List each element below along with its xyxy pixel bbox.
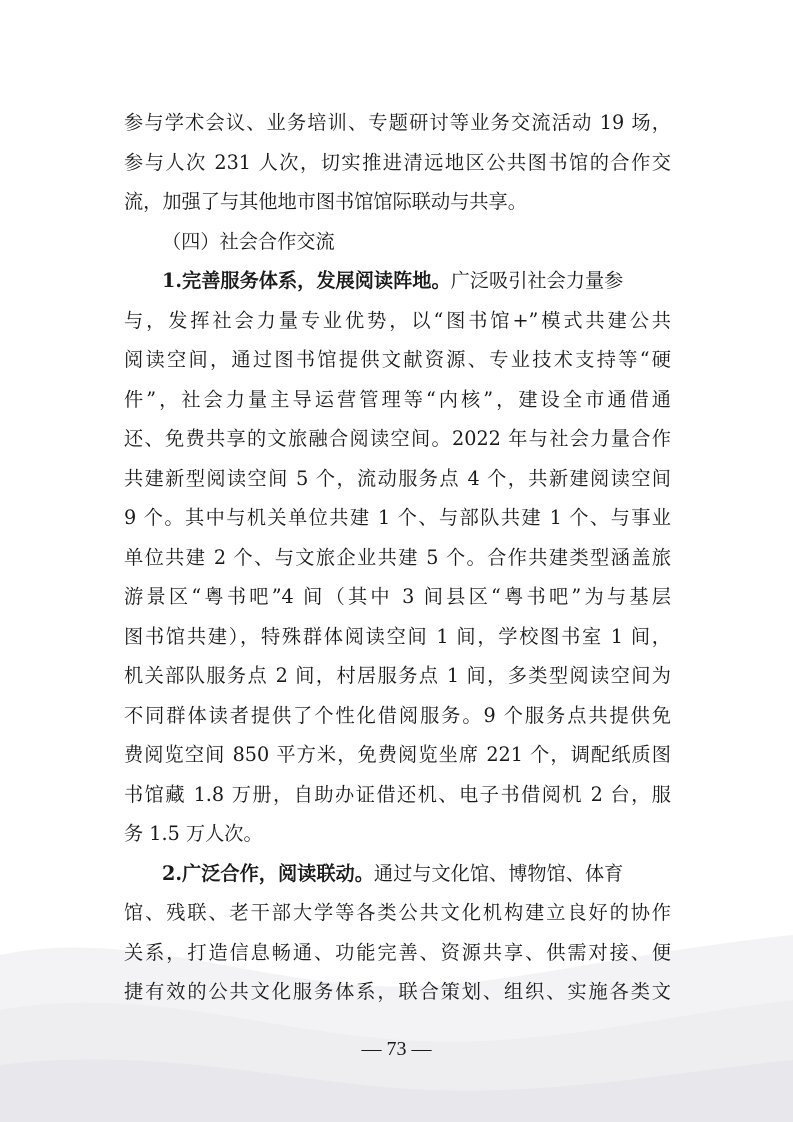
paragraph-1-lead: 广泛吸引社会力量参 xyxy=(450,269,624,292)
text-line: 阅读空间，通过图书馆提供文献资源、专业技术支持等“硬 xyxy=(124,348,671,371)
text-line: 件”，社会力量主导运营管理等“内核”，建设全市通借通 xyxy=(124,387,671,411)
text-line: 书馆藏 1.8 万册，自助办证借还机、电子书借阅机 2 台，服 xyxy=(124,782,671,806)
text-line: 参与人次 231 人次，切实推进清远地区公共图书馆的合作交 xyxy=(124,150,671,174)
section-heading: （四）社会合作交流 xyxy=(162,229,335,253)
paragraph-2-lead: 通过与文化馆、博物馆、体育 xyxy=(373,861,624,885)
page-number: — 73 — xyxy=(361,1038,432,1060)
text-line: 馆、残联、老干部大学等各类公共文化机构建立良好的协作 xyxy=(124,901,671,924)
body-text xyxy=(124,103,671,1012)
text-line: 关系，打造信息畅通、功能完善、资源共享、供需对接、便 xyxy=(124,940,671,964)
text-line: 9 个。其中与机关单位共建 1 个、与部队共建 1 个、与事业 xyxy=(124,506,671,529)
text-line: 单位共建 2 个、与文旅企业共建 5 个。合作共建类型涵盖旅 xyxy=(124,545,671,569)
text-line: 务 1.5 万人次。 xyxy=(124,822,263,845)
text-line: 还、免费共享的文旅融合阅读空间。2022 年与社会力量合作 xyxy=(124,427,671,450)
paragraph-1-first-line xyxy=(124,261,671,301)
text-line: 费阅览空间 850 平方米，免费阅览坐席 221 个，调配纸质图 xyxy=(124,743,671,766)
text-line: 共建新型阅读空间 5 个，流动服务点 4 个，共新建阅读空间 xyxy=(124,466,671,490)
text-line: 捷有效的公共文化服务体系，联合策划、组织、实施各类文 xyxy=(124,980,671,1003)
text-line: 参与学术会议、业务培训、专题研讨等业务交流活动 19 场， xyxy=(124,111,671,134)
paragraph-2-first-line xyxy=(124,854,671,894)
text-line: 流，加强了与其他地市图书馆馆际联动与共享。 xyxy=(124,190,527,213)
text-line: 游景区“粤书吧”4 间（其中 3 间县区“粤书吧”为与基层 xyxy=(124,585,671,608)
text-line: 图书馆共建），特殊群体阅读空间 1 间，学校图书室 1 间， xyxy=(124,624,671,648)
paragraph-2-heading: 2.广泛合作，阅读联动。 xyxy=(162,861,374,885)
paragraph-1-heading: 1.完善服务体系，发展阅读阵地。 xyxy=(162,269,451,292)
text-line: 不同群体读者提供了个性化借阅服务。9 个服务点共提供免 xyxy=(124,703,671,727)
text-line: 机关部队服务点 2 间，村居服务点 1 间，多类型阅读空间为 xyxy=(124,664,671,687)
text-line: 与，发挥社会力量专业优势，以“图书馆+”模式共建公共 xyxy=(124,308,671,332)
